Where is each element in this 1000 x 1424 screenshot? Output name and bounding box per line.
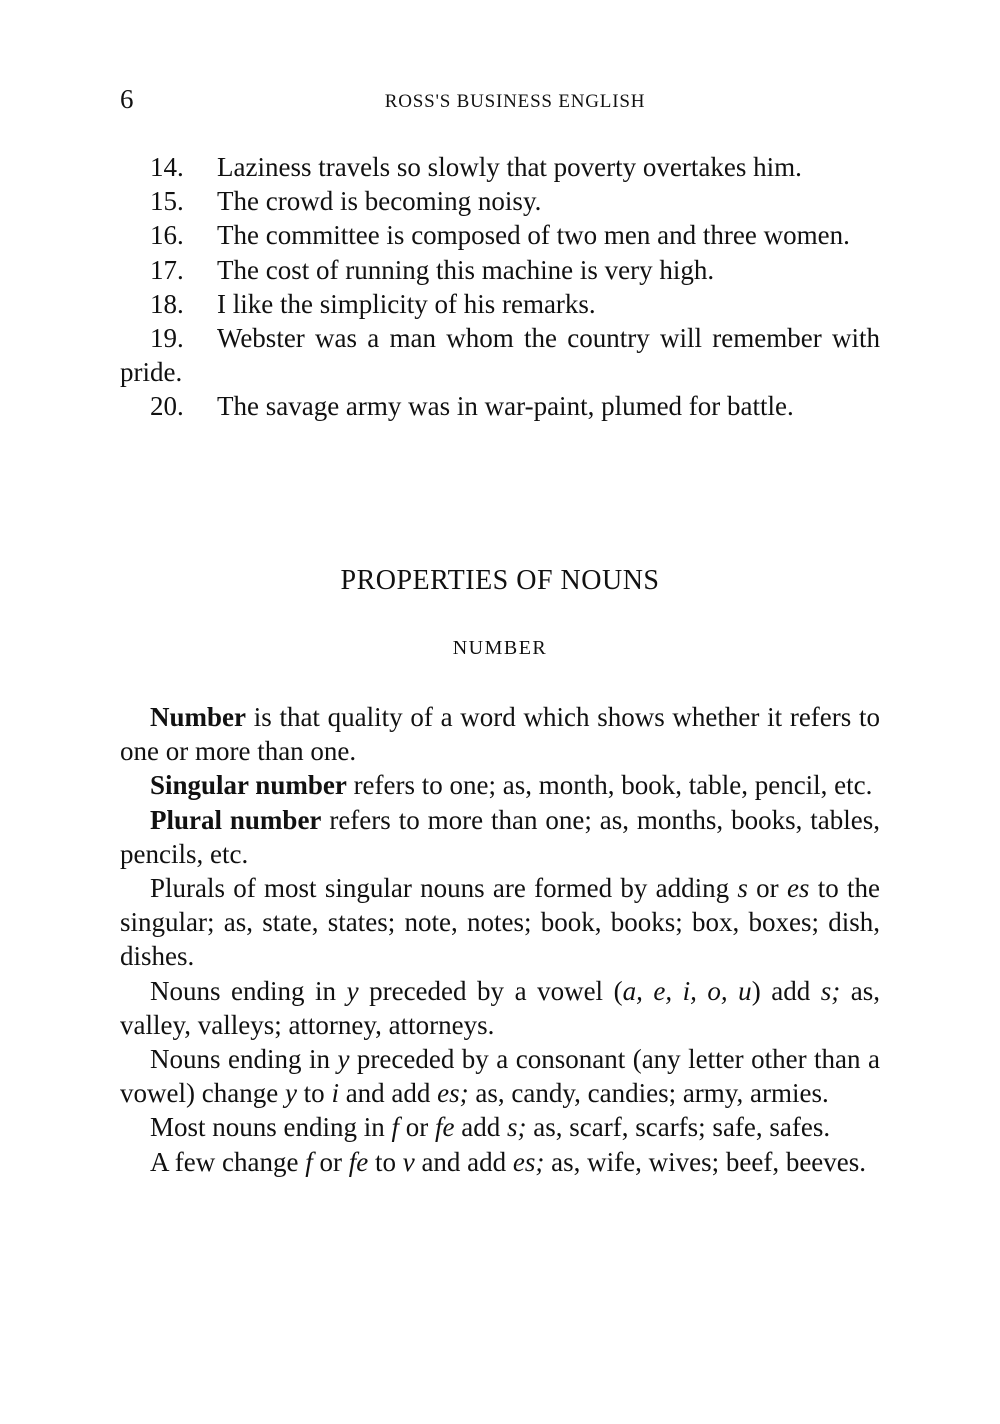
term: Singular number — [150, 770, 347, 801]
exercise-text: Webster was a man whom the country will remember with pride. — [120, 323, 880, 388]
exercise-text: The savage army was in war-paint, plumed for battle. — [217, 391, 794, 422]
exercise-text: I like the simplicity of his remarks. — [217, 288, 596, 319]
term: Plural number — [150, 804, 322, 835]
exercise-number: 20. — [150, 391, 184, 422]
exercise-number: 14. — [150, 152, 184, 182]
exercise-item — [120, 389, 880, 423]
text: as, candy, candies; army, armies. — [468, 1078, 829, 1109]
italic-text: v — [402, 1146, 415, 1177]
paragraph-singular-number — [120, 768, 880, 802]
exercise-text: The cost of running this machine is very high. — [217, 254, 715, 285]
exercise-text: The committee is composed of two men and three women. — [217, 220, 850, 251]
exercise-text: The crowd is becoming noisy. — [217, 186, 542, 217]
text: to — [296, 1078, 332, 1109]
text: to — [368, 1146, 403, 1177]
text: preceded by a vowel ( — [358, 975, 623, 1006]
exercise-item — [120, 184, 880, 218]
italic-text: y — [346, 975, 359, 1006]
text: Nouns ending in — [150, 1044, 338, 1075]
italic-text: f — [305, 1146, 313, 1177]
exercise-text: Laziness travels so slowly that poverty overtakes him. — [217, 152, 802, 182]
italic-text: y — [284, 1078, 297, 1109]
exercise-number: 16. — [150, 220, 184, 251]
text: as, valley, valleys; attorney, attorneys. — [120, 975, 880, 1040]
exercise-number: 19. — [150, 323, 184, 354]
text: preceded by a consonant (any letter other than a vowel) change — [120, 1044, 880, 1109]
exercise-list — [120, 150, 880, 424]
page-number: 6 — [120, 84, 134, 114]
italic-text: s; — [507, 1112, 527, 1143]
text: as, scarf, scarfs; safe, safes. — [526, 1112, 831, 1143]
text: refers to one; as, month, book, table, pencil, etc. — [346, 770, 873, 801]
exercise-item — [120, 321, 880, 389]
paragraph-y-after-consonant — [120, 1042, 880, 1110]
text: or — [312, 1146, 349, 1177]
text: or — [747, 873, 787, 904]
text: Most nouns ending in — [150, 1112, 392, 1143]
paragraph-number-definition — [120, 700, 880, 768]
text: A few change — [150, 1146, 306, 1177]
text: is that quality of a word which shows whether it refers to one or more than one. — [120, 702, 880, 767]
text: refers to more than one; as, months, books, tables, pencils, etc. — [120, 804, 880, 869]
body-text — [120, 700, 880, 1179]
italic-text: s — [737, 873, 748, 904]
italic-text: i — [331, 1078, 339, 1109]
text: to the singular; as, state, states; note, notes; book, books; box, boxes; dish, dishes. — [120, 873, 880, 972]
running-head: ROSS'S BUSINESS ENGLISH — [384, 91, 646, 112]
exercise-item — [120, 253, 880, 287]
text: or — [399, 1112, 436, 1143]
paragraph-y-after-vowel — [120, 974, 880, 1042]
exercise-item — [120, 218, 880, 252]
italic-text: a, e, i, o, u — [622, 975, 752, 1006]
italic-text: s; — [820, 975, 841, 1006]
text: ) add — [751, 975, 821, 1006]
subsection-title: NUMBER — [452, 637, 548, 659]
exercise-number: 18. — [150, 288, 184, 319]
text: as, wife, wives; beef, beeves. — [544, 1146, 867, 1177]
exercise-number: 17. — [150, 254, 184, 285]
paragraph-f-fe-to-v — [120, 1145, 880, 1179]
italic-text: fe — [435, 1112, 455, 1143]
exercise-number: 15. — [150, 186, 184, 217]
italic-text: f — [391, 1112, 400, 1143]
paragraph-plural-number — [120, 803, 880, 871]
text: Plurals of most singular nouns are formed by adding — [150, 873, 738, 904]
text: and add — [414, 1146, 513, 1177]
italic-text: y — [337, 1044, 350, 1075]
text: and add — [338, 1078, 438, 1109]
italic-text: es; — [437, 1078, 469, 1109]
text: Nouns ending in — [150, 975, 347, 1006]
section-title: PROPERTIES OF NOUNS — [340, 565, 660, 596]
page-header — [120, 84, 880, 124]
italic-text: es; — [512, 1146, 545, 1177]
paragraph-f-fe-add-s — [120, 1110, 880, 1144]
exercise-item — [120, 150, 880, 184]
italic-text: fe — [348, 1146, 369, 1177]
text: add — [454, 1112, 508, 1143]
term: Number — [150, 702, 246, 732]
paragraph-plural-formation — [120, 871, 880, 974]
italic-text: es — [786, 873, 810, 904]
exercise-item — [120, 287, 880, 321]
